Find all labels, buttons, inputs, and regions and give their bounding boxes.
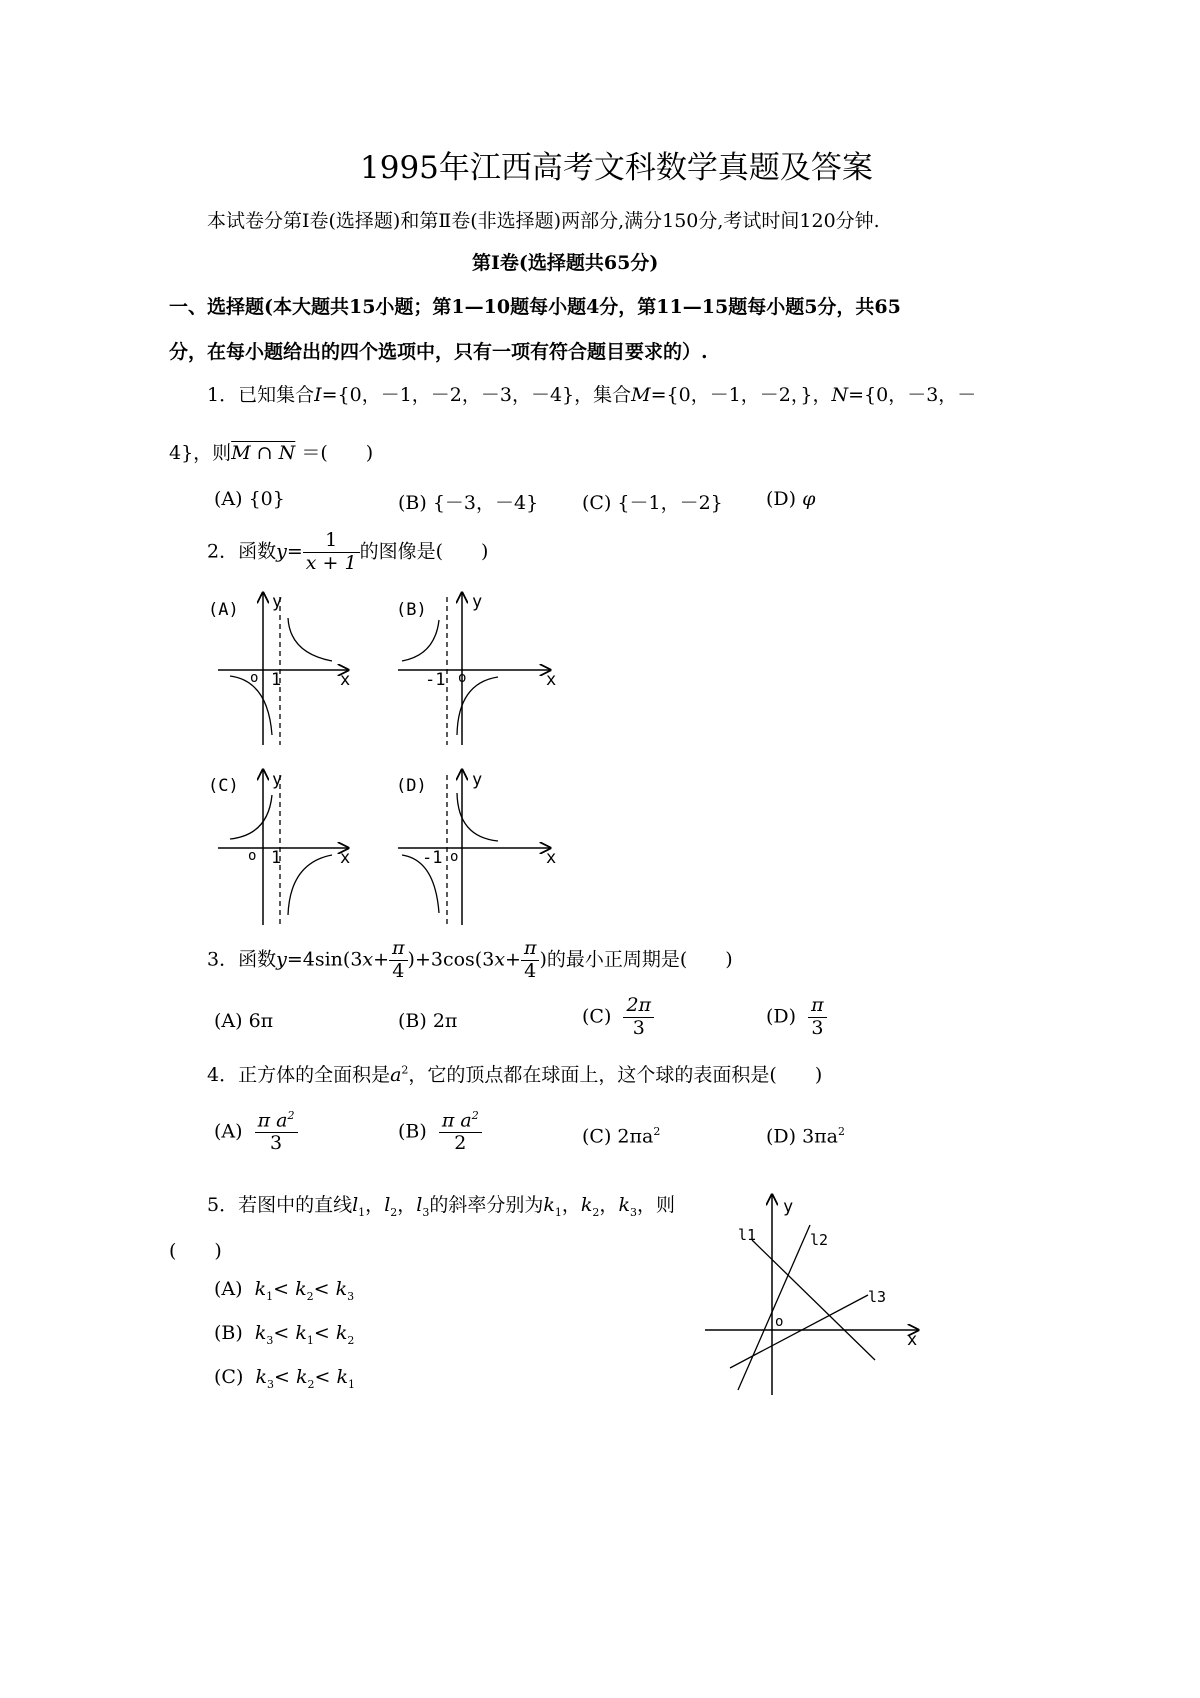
q5-l2-sub: 2 [390,1205,398,1219]
q3-option-d-num: π [808,995,827,1018]
graph-b-y: y [472,592,483,612]
line-l1 [752,1240,875,1360]
q3-part3: )的最小正周期是( ) [539,948,733,971]
q5-graph-origin: o [775,1314,784,1330]
graph-c-origin: o [248,848,257,864]
q1-option-a: (A) {0} [214,488,285,510]
q4-var-a: a [390,1064,402,1086]
q5-l2: l [384,1194,391,1216]
q2-stem [207,530,488,575]
graph-d-x: x [546,848,557,868]
q5-a-lt2: < [313,1278,330,1300]
q4-option-d-exp: 2 [838,1125,846,1138]
q4-option-d [766,1125,845,1147]
q4-exponent: 2 [401,1063,409,1077]
q3-plus2: + [505,948,521,971]
q3-var-y: y [276,948,287,971]
q1-expr: M ∩ N [231,442,296,464]
q5-k3-sub: 3 [629,1205,637,1219]
q4-option-b-label: (B) [398,1120,427,1143]
q3-option-c-label: (C) [582,1005,612,1028]
q5-b-k2-sub: 2 [347,1333,355,1347]
q5-b-k1-sub: 1 [306,1333,314,1347]
q4-suffix: ，它的顶点都在球面上，这个球的表面积是( ) [408,1064,823,1086]
q5-graph-l2: l2 [810,1231,829,1249]
q5-line1 [207,1190,675,1219]
var-y: y [276,540,287,563]
q5-k2-sub: 2 [592,1205,600,1219]
intro-text: 本试卷分第Ⅰ卷(选择题)和第Ⅱ卷(非选择题)两部分,满分150分,考试时间120分钟. [207,210,880,232]
q3-var-x2: x [494,948,506,971]
q5-sep4: ， [599,1194,619,1216]
q5-option-a [214,1278,354,1303]
set-I: ={0，－1，－2，－3，－4}，集合 [321,384,632,406]
q2-prefix: 2．函数 [207,540,277,563]
q4-option-b-num-text: π a [441,1109,472,1132]
q1-line1 [207,380,976,407]
graph-c-y: y [272,770,283,790]
q5-c-k3-sub: 3 [266,1377,274,1391]
q4-option-c-exp: 2 [653,1125,661,1138]
q5-k1-sub: 1 [554,1205,562,1219]
graph-c [208,770,350,925]
q3-part2: )+3cos(3 [407,948,495,971]
graph-b-origin: o [458,670,467,686]
graph-d-label: (D) [396,776,427,796]
q5-a-k1-sub: 1 [266,1289,274,1303]
q2-fraction [303,530,360,575]
q5-sep3: ， [561,1194,581,1216]
q5-a-k1: k [254,1278,267,1300]
q5-b-k1: k [295,1322,307,1344]
q5-c-k1: k [336,1366,348,1388]
q5-b-k2: k [335,1322,348,1344]
q1-option-d-label: (D) [766,488,797,510]
q3-option-c-frac [623,995,654,1040]
q3-frac2 [521,938,540,983]
q5-option-a-label: (A) [214,1278,243,1300]
line-l3 [730,1295,868,1368]
q1-line2 [169,438,373,465]
q5-sep2: ， [397,1194,417,1216]
graph-c-one: 1 [271,848,282,868]
q5-c-k3: k [255,1366,267,1388]
graph-c-x: x [340,848,351,868]
q4-stem [207,1060,822,1087]
var-N: N [831,384,849,406]
q5-a-k2-sub: 2 [306,1289,314,1303]
q5-end: ，则 [636,1194,675,1216]
q5-l3-sub: 3 [422,1205,430,1219]
q5-graph [700,1190,930,1400]
q3-frac1-num: π [389,938,408,961]
q1-option-d [766,488,815,510]
q2-suffix: 的图像是( ) [359,540,489,563]
q3-option-c [582,995,654,1040]
graph-c-label: (C) [208,776,239,796]
section1-line1: 一、选择题(本大题共15小题；第1—10题每小题4分，第11—15题每小题5分，共65 [169,296,901,318]
q1-line2-prefix: 4}，则 [169,442,232,464]
q5-option-b-label: (B) [214,1322,243,1344]
q3-stem [207,938,733,983]
q5-k1: k [543,1194,555,1216]
graph-b-label: (B) [396,600,427,620]
q4-option-a-num [255,1110,298,1133]
q5-c-lt2: < [314,1366,331,1388]
q4-prefix: 4．正方体的全面积是 [207,1064,391,1086]
phi-symbol: φ [802,488,816,510]
q3-option-c-num: 2π [623,995,654,1018]
q3-option-d-frac [808,995,827,1040]
q1-option-b: (B) {－3，－4} [398,492,539,514]
q4-option-a-label: (A) [214,1120,243,1143]
var-I: I [314,384,322,406]
q5-graph-l1: l1 [738,1226,757,1244]
q5-k2: k [580,1194,593,1216]
q5-l1: l [352,1194,359,1216]
q2-denominator: x + 1 [305,551,357,574]
graph-a-label: (A) [208,600,239,620]
graph-d-y: y [472,770,483,790]
q5-a-k3: k [335,1278,348,1300]
q3-part1: =4sin(3 [286,948,363,971]
q5-b-k3-sub: 3 [266,1333,274,1347]
q5-a-lt1: < [273,1278,290,1300]
q3-option-b: (B) 2π [398,1010,458,1032]
q4-option-a-exp: 2 [287,1109,295,1122]
q3-option-d-label: (D) [766,1005,797,1028]
q5-a-k2: k [295,1278,307,1300]
q5-l3: l [416,1194,423,1216]
q2-graphs [190,585,590,930]
q4-option-b-frac [439,1110,482,1155]
q5-mid: 的斜率分别为 [429,1194,544,1216]
section1-line2: 分，在每小题给出的四个选项中，只有一项有符合题目要求的）. [169,341,708,363]
q5-b-lt2: < [313,1322,330,1344]
graph-d [396,770,556,925]
q3-option-c-den: 3 [632,1016,645,1039]
graph-a [208,592,350,745]
set-N: ={0，－3，－ [848,384,977,406]
q4-option-a-frac [255,1110,298,1155]
q5-a-k3-sub: 3 [347,1289,355,1303]
q2-numerator: 1 [303,530,360,553]
q3-option-d [766,995,827,1040]
q5-sep1: ， [365,1194,385,1216]
q4-option-c-text: (C) 2πa [582,1125,654,1148]
q5-b-lt1: < [273,1322,290,1344]
graph-a-one: 1 [271,670,282,690]
q5-c-k1-sub: 1 [347,1377,355,1391]
q5-k3: k [618,1194,630,1216]
q3-frac2-den: 4 [524,959,537,982]
graph-b-neg-one: -1 [425,670,446,690]
q1-blank: ＝( ) [301,442,374,464]
graph-a-y: y [272,592,283,612]
q5-prefix: 5．若图中的直线 [207,1194,353,1216]
q4-option-a-num-text: π a [257,1109,288,1132]
q4-option-b-den: 2 [454,1132,467,1155]
q5-option-b [214,1322,354,1347]
q5-graph-y: y [783,1197,794,1217]
q3-option-d-den: 3 [811,1016,824,1039]
q5-graph-l3: l3 [868,1288,887,1306]
page-title: 1995年江西高考文科数学真题及答案 [360,150,873,186]
q3-frac1-den: 4 [392,959,405,982]
q5-graph-x: x [907,1330,918,1350]
q2-eq: = [286,540,303,563]
q1-prefix: 1．已知集合 [207,384,315,406]
q3-option-a: (A) 6π [214,1010,274,1032]
q4-option-b-exp: 2 [471,1109,479,1122]
part1-heading: 第Ⅰ卷(选择题共65分) [472,252,659,274]
q3-frac2-num: π [521,938,540,961]
q5-c-lt1: < [273,1366,290,1388]
q3-frac1 [389,938,408,983]
q5-b-k3: k [254,1322,267,1344]
q4-option-a-den: 3 [270,1132,283,1155]
q4-option-a [214,1110,298,1155]
q5-c-k2-sub: 2 [307,1377,315,1391]
graph-b-x: x [546,670,557,690]
q5-option-c [214,1366,355,1391]
graph-a-origin: o [250,670,259,686]
q5-line2: ( ) [169,1240,222,1262]
graph-b [396,592,556,745]
q4-option-c [582,1125,660,1147]
q5-option-c-label: (C) [214,1366,244,1388]
q4-option-b-num [439,1110,482,1133]
graph-d-origin: o [450,849,459,865]
q4-option-d-text: (D) 3πa [766,1125,839,1148]
q5-c-k2: k [295,1366,308,1388]
q4-option-b [398,1110,482,1155]
q3-prefix: 3．函数 [207,948,277,971]
q3-var-x: x [362,948,374,971]
graph-d-neg-one: -1 [422,848,443,868]
var-M: M [631,384,651,406]
set-M: ={0，－1，－2，}， [650,384,832,406]
q3-plus: + [373,948,390,971]
q1-option-c: (C) {－1，－2} [582,492,723,514]
graph-a-x: x [340,670,351,690]
q5-l1-sub: 1 [358,1205,366,1219]
line-l2 [738,1225,810,1390]
